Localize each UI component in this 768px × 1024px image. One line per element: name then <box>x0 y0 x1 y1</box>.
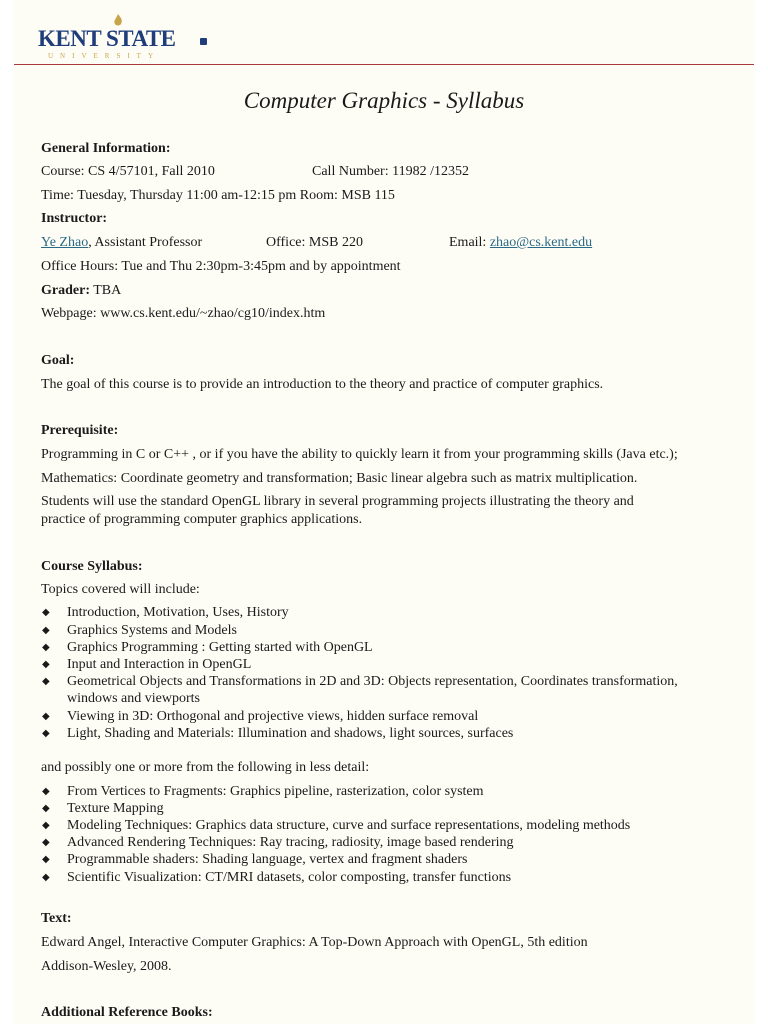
webpage-line: Webpage: www.cs.kent.edu/~zhao/cg10/index.htm <box>41 306 326 321</box>
grader-value: TBA <box>89 283 122 298</box>
extra-topic-item: Texture Mapping <box>67 801 164 816</box>
topic-item: Graphics Systems and Models <box>67 623 237 638</box>
topic-item: Graphics Programming : Getting started with OpenGL <box>67 640 373 655</box>
topic-item: Light, Shading and Materials: Illumination and shadows, light sources, surfaces <box>67 726 514 741</box>
additional-books-heading: Additional Reference Books: <box>41 1005 213 1020</box>
page-title: Computer Graphics - Syllabus <box>243 88 525 113</box>
syllabus-page <box>14 0 754 1024</box>
extra-topic-item: Modeling Techniques: Graphics data structure, curve and surface representations, modeling methods <box>67 818 631 833</box>
prerequisite-line: practice of programming computer graphics applications. <box>41 512 363 527</box>
topic-item-continued: windows and viewports <box>67 691 200 706</box>
bullet-icon: ◆ <box>42 854 50 865</box>
instructor-name-link[interactable]: Ye Zhao <box>41 235 89 250</box>
instructor-heading: Instructor: <box>41 211 108 226</box>
office-hours-line: Office Hours: Tue and Thu 2:30pm-3:45pm and by appointment <box>41 259 401 274</box>
kent-state-logo <box>38 14 198 64</box>
logo-dot <box>200 38 207 45</box>
bullet-icon: ◆ <box>42 659 50 670</box>
general-info-heading: General Information: <box>41 141 171 156</box>
extra-topic-item: Programmable shaders: Shading language, vertex and fragment shaders <box>67 852 468 867</box>
bullet-icon: ◆ <box>42 711 50 722</box>
course-line: Course: CS 4/57101, Fall 2010 <box>41 164 215 179</box>
email-line <box>449 234 592 251</box>
instructor-line <box>41 234 202 251</box>
goal-heading: Goal: <box>41 353 75 368</box>
time-line: Time: Tuesday, Thursday 11:00 am-12:15 pm Room: MSB 115 <box>41 188 395 203</box>
bullet-icon: ◆ <box>42 872 50 883</box>
bullet-icon: ◆ <box>42 728 50 739</box>
grader-label: Grader: <box>41 283 90 298</box>
call-number-line: Call Number: 11982 /12352 <box>312 164 469 179</box>
prerequisite-heading: Prerequisite: <box>41 423 119 438</box>
bullet-icon: ◆ <box>42 642 50 653</box>
bullet-icon: ◆ <box>42 803 50 814</box>
bullet-icon: ◆ <box>42 625 50 636</box>
textbook-publisher-line: Addison-Wesley, 2008. <box>41 959 172 974</box>
logo-subtext: UNIVERSITY <box>48 52 160 60</box>
extra-topic-item: From Vertices to Fragments: Graphics pipeline, rasterization, color system <box>67 784 484 799</box>
prerequisite-line: Mathematics: Coordinate geometry and transformation; Basic linear algebra such as matrix multiplication. <box>41 471 638 486</box>
syllabus-intro: Topics covered will include: <box>41 582 200 597</box>
email-label: Email: <box>449 235 490 250</box>
bullet-icon: ◆ <box>42 676 50 687</box>
instructor-role: , Assistant Professor <box>88 235 203 250</box>
goal-text: The goal of this course is to provide an introduction to the theory and practice of computer graphics. <box>41 377 604 392</box>
topic-item: Input and Interaction in OpenGL <box>67 657 252 672</box>
topic-item: Introduction, Motivation, Uses, History <box>67 605 289 620</box>
prerequisite-line: Programming in C or C++ , or if you have the ability to quickly learn it from your programming skills (Java etc.); <box>41 447 678 462</box>
bullet-icon: ◆ <box>42 820 50 831</box>
header-divider <box>14 64 754 65</box>
possibly-line: and possibly one or more from the following in less detail: <box>41 760 370 775</box>
textbook-line: Edward Angel, Interactive Computer Graphics: A Top-Down Approach with OpenGL, 5th edition <box>41 935 588 950</box>
topic-item: Viewing in 3D: Orthogonal and projective views, hidden surface removal <box>67 709 479 724</box>
extra-topic-item: Scientific Visualization: CT/MRI datasets, color composting, transfer functions <box>67 870 512 885</box>
logo-wordmark: KENT STATE <box>38 26 176 51</box>
bullet-icon: ◆ <box>42 607 50 618</box>
extra-topic-item: Advanced Rendering Techniques: Ray tracing, radiosity, image based rendering <box>67 835 514 850</box>
topic-item: Geometrical Objects and Transformations in 2D and 3D: Objects representation, Coordinates transformation, <box>67 674 678 689</box>
prerequisite-line: Students will use the standard OpenGL library in several programming projects illustrating the theory and <box>41 494 634 509</box>
syllabus-heading: Course Syllabus: <box>41 559 143 574</box>
email-link[interactable]: zhao@cs.kent.edu <box>489 235 593 250</box>
bullet-icon: ◆ <box>42 786 50 797</box>
bullet-icon: ◆ <box>42 837 50 848</box>
office-line: Office: MSB 220 <box>266 235 363 250</box>
grader-line <box>41 282 121 299</box>
text-heading: Text: <box>41 911 72 926</box>
